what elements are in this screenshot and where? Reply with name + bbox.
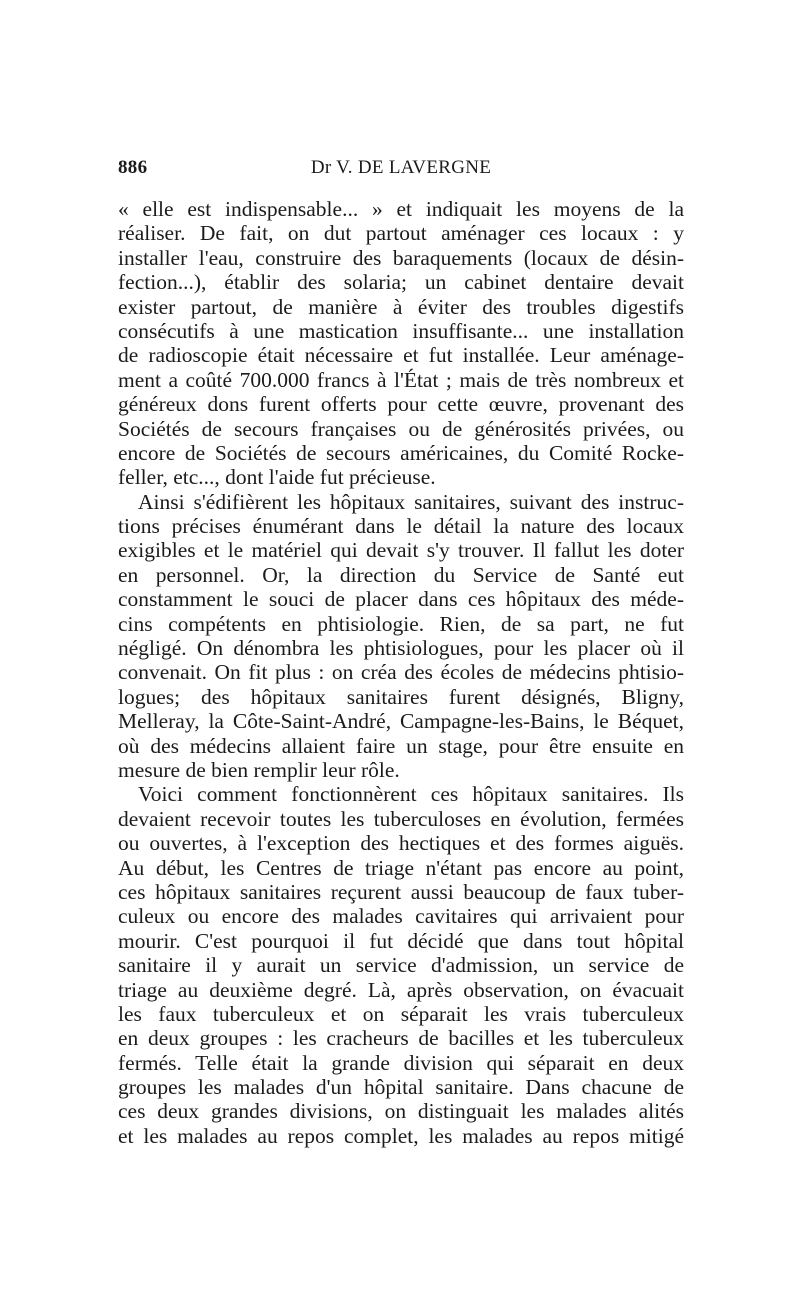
text-line: installer l'eau, construire des baraquements (locaux de désin- [118, 245, 684, 270]
text-line: ces hôpitaux sanitaires reçurent aussi beaucoup de faux tuber- [118, 879, 684, 904]
paragraph-first-line: Ainsi s'édifièrent les hôpitaux sanitaires, suivant des instruc- [138, 489, 684, 514]
running-head: Dr V. DE LAVERGNE [310, 157, 492, 178]
text-line: fection...), établir des solaria; un cabinet dentaire devait [118, 270, 684, 295]
text-line: où des médecins allaient faire un stage, pour être ensuite en [118, 733, 684, 758]
text-line: négligé. On dénombra les phtisiologues, pour les placer où il [118, 636, 684, 661]
text-line: convenait. On fit plus : on créa des écoles de médecins phtisio- [118, 660, 684, 685]
body-text [118, 197, 684, 1148]
text-line: sanitaire il y aurait un service d'admission, un service de [118, 953, 684, 978]
text-line: en personnel. Or, la direction du Service de Santé eut [118, 562, 684, 587]
text-line: Au début, les Centres de triage n'étant pas encore au point, [118, 855, 684, 880]
text-line: généreux dons furent offerts pour cette œuvre, provenant des [118, 392, 684, 417]
paragraph-end-line: mesure de bien remplir leur rôle. [118, 757, 400, 782]
text-line: triage au deuxième degré. Là, après observation, on évacuait [118, 977, 684, 1002]
text-line: devaient recevoir toutes les tuberculoses en évolution, fermées [118, 806, 684, 831]
text-line: Melleray, la Côte-Saint-André, Campagne-les-Bains, le Béquet, [118, 709, 684, 734]
paragraph-first-line: Voici comment fonctionnèrent ces hôpitaux sanitaires. Ils [138, 782, 684, 807]
text-line: constamment le souci de placer dans ces hôpitaux des méde- [118, 587, 684, 612]
text-line: mourir. C'est pourquoi il fut décidé que dans tout hôpital [118, 928, 684, 953]
text-line: ment a coûté 700.000 francs à l'État ; mais de très nombreux et [118, 367, 684, 392]
text-line: tions précises énumérant dans le détail la nature des locaux [118, 514, 684, 539]
text-line: encore de Sociétés de secours américaines, du Comité Rocke- [118, 440, 684, 465]
text-line: en deux groupes : les cracheurs de bacilles et les tuberculeux [118, 1026, 684, 1051]
text-line: fermés. Telle était la grande division qui séparait en deux [118, 1050, 684, 1075]
text-line: exister partout, de manière à éviter des troubles digestifs [118, 294, 684, 319]
text-line: de radioscopie était nécessaire et fut installée. Leur aménage- [118, 343, 684, 368]
text-line: logues; des hôpitaux sanitaires furent désignés, Bligny, [118, 684, 684, 709]
text-line: cins compétents en phtisiologie. Rien, de sa part, ne fut [118, 611, 684, 636]
text-line: les faux tuberculeux et on séparait les vrais tuberculeux [118, 1001, 684, 1026]
text-line: ou ouvertes, à l'exception des hectiques et des formes aiguës. [118, 831, 684, 856]
text-line: culeux ou encore des malades cavitaires qui arrivaient pour [118, 904, 684, 929]
text-line: exigibles et le matériel qui devait s'y trouver. Il fallut les doter [118, 538, 684, 563]
text-line: et les malades au repos complet, les malades au repos mitigé [118, 1123, 684, 1148]
page-number: 886 [118, 157, 148, 178]
text-line: groupes les malades d'un hôpital sanitaire. Dans chacune de [118, 1075, 684, 1100]
page-header [118, 157, 684, 187]
text-line: ces deux grandes divisions, on distinguait les malades alités [118, 1099, 684, 1124]
text-line: Sociétés de secours françaises ou de générosités privées, ou [118, 416, 684, 441]
text-line: « elle est indispensable... » et indiquait les moyens de la [118, 197, 684, 221]
text-line: consécutifs à une mastication insuffisante... une installation [118, 318, 684, 343]
text-line: réaliser. De fait, on dut partout aménager ces locaux : y [118, 221, 684, 246]
paragraph-end-line: feller, etc..., dont l'aide fut précieuse. [118, 465, 436, 490]
